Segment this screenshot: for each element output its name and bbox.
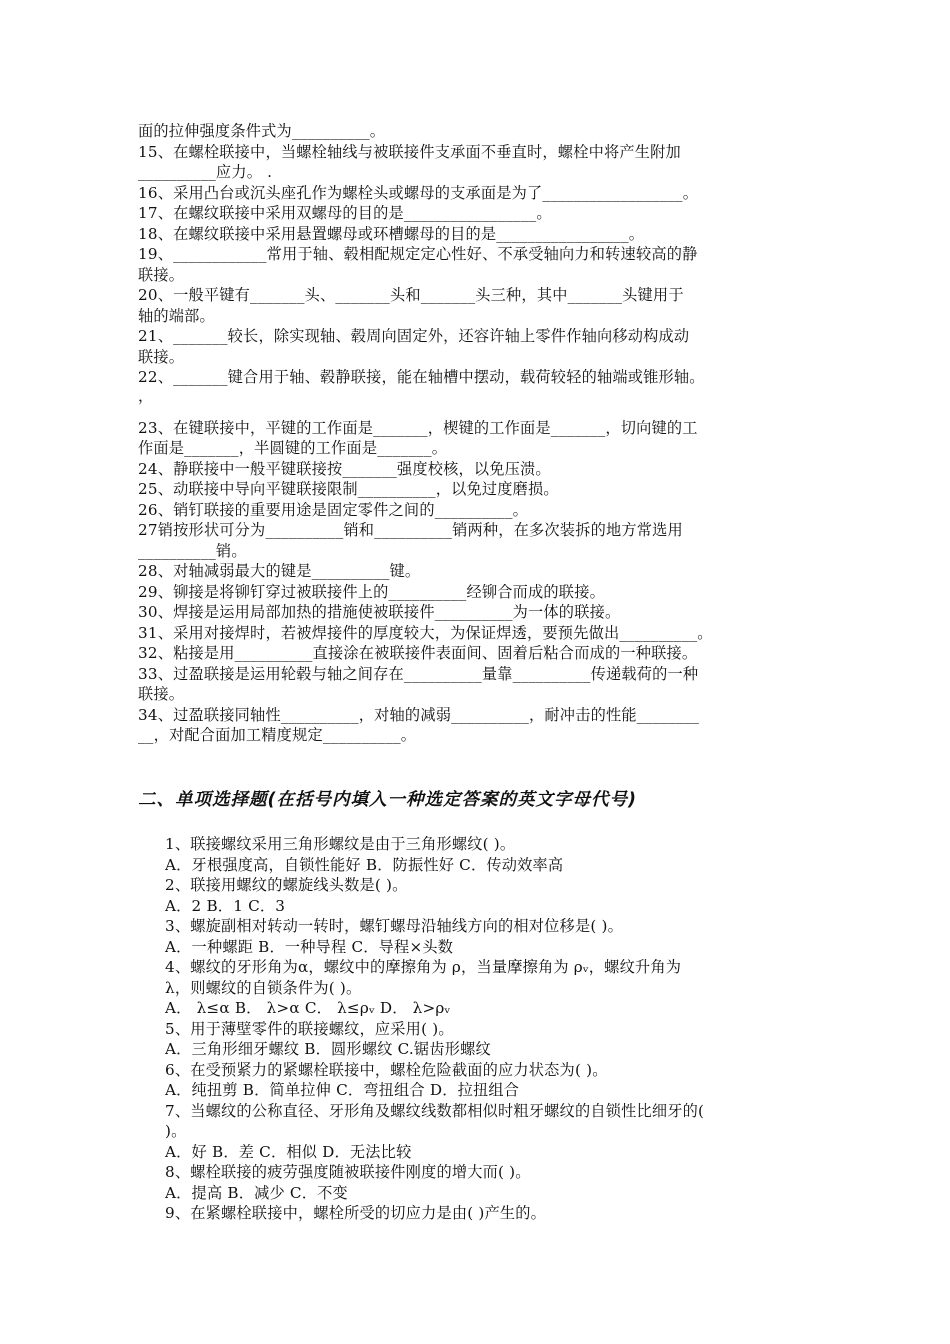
question-line: 2、联接用螺纹的螺旋线头数是( )。 — [165, 876, 408, 894]
text-line: 联接。 — [138, 265, 185, 284]
options-line: A．一种螺距 B．一种导程 C．导程×头数 — [165, 937, 454, 956]
question-line: λ，则螺纹的自锁条件为( )。 — [165, 978, 362, 997]
options-line: A．好 B．差 C．相似 D．无法比较 — [165, 1142, 412, 1161]
text-line: 32、粘接是用__________直接涂在被联接件表面间、固着后粘合而成的一种联接。 — [138, 644, 698, 662]
text-line: __________销。 — [138, 541, 247, 560]
options-line: A．牙根强度高，自锁性能好 B．防振性好 C．传动效率高 — [165, 855, 564, 874]
question-line: 9、在紧螺栓联接中，螺栓所受的切应力是由( )产生的。 — [165, 1204, 547, 1222]
multiple-choice-questions — [165, 834, 825, 1224]
text-line: 16、采用凸台或沉头座孔作为螺栓头或螺母的支承面是为了__________________。 — [138, 183, 699, 202]
text-line: 17、在螺纹联接中采用双螺母的目的是_________________。 — [138, 204, 552, 222]
text-line: 34、过盈联接同轴性__________，对轴的减弱__________，耐冲击的性能________ — [138, 705, 700, 724]
text-line: 27销按形状可分为__________销和__________销两种，在多次装拆的地方常选用 — [138, 521, 683, 539]
text-line: 18、在螺纹联接中采用悬置螺母或环槽螺母的目的是_________________。 — [138, 224, 645, 243]
options-line: A．纯扭剪 B．简单拉伸 C．弯扭组合 D．拉扭组合 — [165, 1081, 520, 1099]
question-line: 1、联接螺纹采用三角形螺纹是由于三角形螺纹( )。 — [165, 835, 516, 853]
text-line: __，对配合面加工精度规定__________。 — [138, 726, 417, 744]
question-line: 4、螺纹的牙形角为α，螺纹中的摩擦角为 ρ，当量摩擦角为 ρᵥ，螺纹升角为 — [165, 958, 682, 976]
text-line: 33、过盈联接是运用轮毂与轴之间存在__________量靠__________传递载荷的一种 — [138, 664, 699, 683]
options-line: A．提高 B．减少 C．不变 — [165, 1183, 348, 1202]
text-line: __________应力。 . — [138, 163, 273, 181]
options-line: A．2 B．1 C．3 — [165, 896, 286, 915]
text-line: 25、动联接中导向平键联接限制__________，以免过度磨损。 — [138, 480, 559, 498]
text-line: 30、焊接是运用局部加热的措施使被联接件__________为一体的联接。 — [138, 603, 621, 621]
question-line: 5、用于薄壁零件的联接螺纹，应采用( )。 — [165, 1019, 454, 1038]
spacer — [138, 404, 828, 418]
options-line: A．三角形细牙螺纹 B．圆形螺纹 C.锯齿形螺纹 — [165, 1040, 491, 1058]
text-line: 26、销钉联接的重要用途是固定零件之间的__________。 — [138, 500, 529, 519]
question-line: 8、螺栓联接的疲劳强度随被联接件刚度的增大而( )。 — [165, 1163, 531, 1181]
text-line: 21、_______较长，除实现轴、毂周向固定外，还容许轴上零件作轴向移动构成动 — [138, 327, 690, 345]
text-line: 联接。 — [138, 685, 185, 703]
text-line: 面的拉伸强度条件式为__________。 — [138, 122, 386, 140]
text-line: 29、铆接是将铆钉穿过被联接件上的__________经铆合而成的联接。 — [138, 582, 605, 601]
question-line: 6、在受预紧力的紧螺栓联接中，螺栓危险截面的应力状态为( )。 — [165, 1060, 608, 1079]
text-line: 联接。 — [138, 347, 185, 366]
text-line: ， — [138, 386, 154, 405]
question-line: )。 — [165, 1122, 187, 1140]
question-line: 7、当螺纹的公称直径、牙形角及螺纹线数都相似时粗牙螺纹的自锁性比细牙的( — [165, 1101, 705, 1120]
options-line: A． λ≤α B． λ>α C． λ≤ρᵥ D． λ>ρᵥ — [165, 999, 451, 1017]
text-line: 31、采用对接焊时，若被焊接件的厚度较大，为保证焊透，要预先做出__________。 — [138, 623, 713, 642]
question-line: 3、螺旋副相对转动一转时，螺钉螺母沿轴线方向的相对位移是( )。 — [165, 917, 623, 935]
text-line: 23、在键联接中，平键的工作面是_______，楔键的工作面是_______，切向键的工 — [138, 418, 698, 437]
text-line: 20、一般平键有_______头、_______头和_______头三种，其中_______头键用于 — [138, 286, 684, 304]
text-line: 15、在螺栓联接中，当螺栓轴线与被联接件支承面不垂直时，螺栓中将产生附加 — [138, 142, 681, 161]
text-line: 24、静联接中一般平键联接按_______强度校核，以免压溃。 — [138, 459, 551, 478]
text-line: 22、_______键合用于轴、毂静联接，能在轴槽中摆动，载荷较轻的轴端或锥形轴。 — [138, 368, 705, 386]
fill-in-questions — [138, 121, 828, 746]
text-line: 作面是_______，半圆键的工作面是_______。 — [138, 439, 448, 457]
text-line: 轴的端部。 — [138, 306, 215, 325]
text-line: 19、____________常用于轴、毂相配规定定心性好、不承受轴向力和转速较高的静 — [138, 245, 698, 263]
text-line: 28、对轴减弱最大的键是__________键。 — [138, 562, 421, 580]
section-heading: 二、单项选择题(在括号内填入一种选定答案的英文字母代号) — [138, 790, 637, 810]
